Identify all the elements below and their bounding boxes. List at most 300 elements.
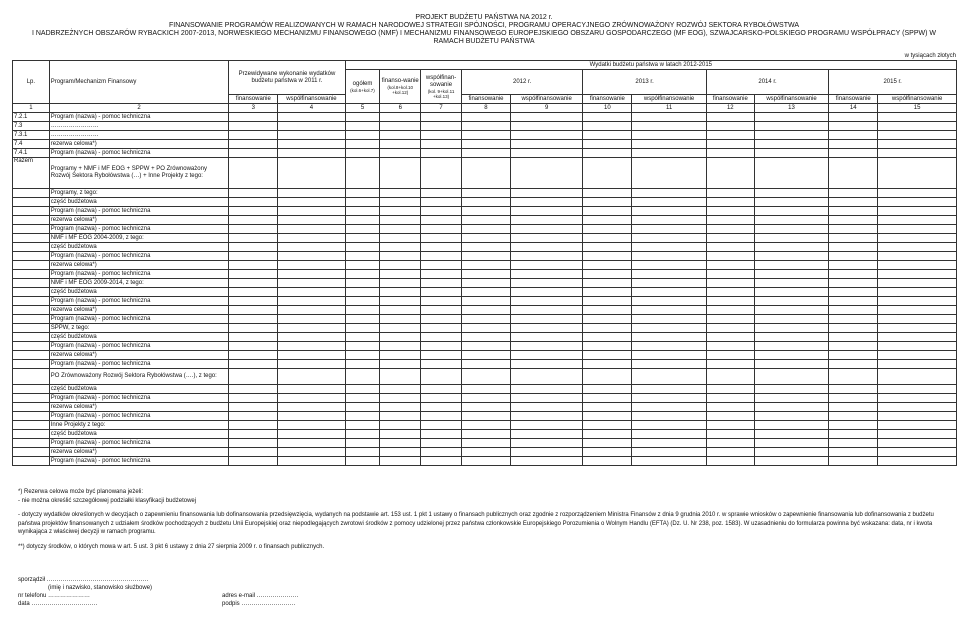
row-description: SPPW, z tego: <box>49 324 229 333</box>
value-cell <box>380 412 421 421</box>
value-cell <box>878 394 957 403</box>
value-cell <box>421 421 462 430</box>
value-cell <box>345 189 380 198</box>
value-cell <box>345 243 380 252</box>
value-cell <box>632 457 706 466</box>
value-cell <box>421 198 462 207</box>
value-cell <box>278 261 345 270</box>
value-cell <box>878 385 957 394</box>
value-cell <box>510 252 582 261</box>
value-cell <box>278 394 345 403</box>
value-cell <box>380 403 421 412</box>
value-cell <box>706 385 754 394</box>
value-cell <box>345 252 380 261</box>
value-cell <box>829 288 878 297</box>
value-cell <box>278 252 345 261</box>
row-lp <box>13 412 50 421</box>
row-lp <box>13 439 50 448</box>
value-cell <box>229 140 278 149</box>
document-header <box>0 14 968 46</box>
value-cell <box>510 243 582 252</box>
value-cell <box>583 234 632 243</box>
row-lp <box>13 297 50 306</box>
value-cell <box>632 448 706 457</box>
value-cell <box>706 360 754 369</box>
value-cell <box>380 360 421 369</box>
value-cell <box>461 131 510 140</box>
row-description: Program (nazwa) - pomoc techniczna <box>49 412 229 421</box>
value-cell <box>632 216 706 225</box>
table-row <box>13 324 957 333</box>
value-cell <box>345 448 380 457</box>
value-cell <box>421 288 462 297</box>
row-description: Program (nazwa) - pomoc techniczna <box>49 149 229 158</box>
value-cell <box>229 149 278 158</box>
value-cell <box>829 234 878 243</box>
footnote-1: *) Rezerwa celowa może być planowana jeżeli: <box>18 489 144 495</box>
value-cell <box>829 198 878 207</box>
column-number: 2 <box>49 104 229 113</box>
value-cell <box>632 131 706 140</box>
value-cell <box>461 122 510 131</box>
value-cell <box>345 439 380 448</box>
value-cell <box>754 306 828 315</box>
value-cell <box>229 306 278 315</box>
value-cell <box>632 140 706 149</box>
value-cell <box>380 243 421 252</box>
value-cell <box>510 207 582 216</box>
value-cell <box>878 216 957 225</box>
value-cell <box>878 234 957 243</box>
value-cell <box>229 216 278 225</box>
value-cell <box>421 140 462 149</box>
value-cell <box>754 430 828 439</box>
row-lp <box>13 207 50 216</box>
value-cell <box>510 225 582 234</box>
value-cell <box>461 158 510 189</box>
value-cell <box>754 412 828 421</box>
value-cell <box>754 351 828 360</box>
value-cell <box>632 207 706 216</box>
value-cell <box>278 279 345 288</box>
value-cell <box>461 430 510 439</box>
value-cell <box>461 261 510 270</box>
value-cell <box>583 412 632 421</box>
value-cell <box>278 113 345 122</box>
header-finans-note: (kol.8+kol.10 +kol.12) <box>387 85 414 95</box>
value-cell <box>345 394 380 403</box>
value-cell <box>421 113 462 122</box>
table-row <box>13 403 957 412</box>
value-cell <box>510 448 582 457</box>
value-cell <box>461 439 510 448</box>
column-number: 11 <box>632 104 706 113</box>
row-description: rezerwa celowa*) <box>49 140 229 149</box>
row-description: Programy, z tego: <box>49 189 229 198</box>
value-cell <box>229 412 278 421</box>
value-cell <box>829 448 878 457</box>
value-cell <box>754 403 828 412</box>
value-cell <box>461 198 510 207</box>
row-lp <box>13 457 50 466</box>
row-lp: 7.4.1 <box>13 149 50 158</box>
value-cell <box>510 288 582 297</box>
value-cell <box>380 189 421 198</box>
value-cell <box>421 306 462 315</box>
value-cell <box>754 149 828 158</box>
value-cell <box>706 279 754 288</box>
value-cell <box>421 457 462 466</box>
value-cell <box>754 297 828 306</box>
value-cell <box>878 225 957 234</box>
value-cell <box>706 324 754 333</box>
value-cell <box>278 149 345 158</box>
value-cell <box>754 158 828 189</box>
value-cell <box>461 113 510 122</box>
value-cell <box>345 351 380 360</box>
value-cell <box>345 198 380 207</box>
value-cell <box>829 439 878 448</box>
value-cell <box>380 149 421 158</box>
value-cell <box>229 315 278 324</box>
value-cell <box>278 385 345 394</box>
value-cell <box>510 369 582 385</box>
value-cell <box>278 198 345 207</box>
value-cell <box>632 270 706 279</box>
value-cell <box>461 270 510 279</box>
value-cell <box>345 140 380 149</box>
header-year-2014: 2014 r. <box>706 70 828 95</box>
value-cell <box>421 333 462 342</box>
value-cell <box>878 252 957 261</box>
value-cell <box>421 252 462 261</box>
value-cell <box>421 351 462 360</box>
value-cell <box>706 140 754 149</box>
value-cell <box>829 140 878 149</box>
value-cell <box>706 252 754 261</box>
value-cell <box>878 412 957 421</box>
value-cell <box>510 351 582 360</box>
value-cell <box>754 288 828 297</box>
value-cell <box>421 430 462 439</box>
value-cell <box>583 333 632 342</box>
value-cell <box>583 243 632 252</box>
table-row <box>13 243 957 252</box>
value-cell <box>829 189 878 198</box>
value-cell <box>461 369 510 385</box>
value-cell <box>583 207 632 216</box>
signature-block <box>18 576 152 608</box>
value-cell <box>878 457 957 466</box>
value-cell <box>229 252 278 261</box>
value-cell <box>706 270 754 279</box>
value-cell <box>345 131 380 140</box>
value-cell <box>878 270 957 279</box>
value-cell <box>510 297 582 306</box>
table-row <box>13 279 957 288</box>
value-cell <box>754 369 828 385</box>
table-row <box>13 385 957 394</box>
value-cell <box>345 333 380 342</box>
value-cell <box>754 140 828 149</box>
value-cell <box>229 288 278 297</box>
value-cell <box>706 448 754 457</box>
value-cell <box>878 198 957 207</box>
value-cell <box>461 225 510 234</box>
value-cell <box>229 113 278 122</box>
row-description: Program (nazwa) - pomoc techniczna <box>49 225 229 234</box>
value-cell <box>229 324 278 333</box>
value-cell <box>706 234 754 243</box>
value-cell <box>829 351 878 360</box>
value-cell <box>229 261 278 270</box>
value-cell <box>380 306 421 315</box>
value-cell <box>421 403 462 412</box>
value-cell <box>510 158 582 189</box>
value-cell <box>829 306 878 315</box>
row-description: Program (nazwa) - pomoc techniczna <box>49 342 229 351</box>
table-row <box>13 158 957 189</box>
value-cell <box>278 207 345 216</box>
value-cell <box>829 297 878 306</box>
value-cell <box>229 385 278 394</box>
value-cell <box>829 252 878 261</box>
value-cell <box>510 421 582 430</box>
data-line: data …………………………… <box>18 601 98 607</box>
column-number: 6 <box>380 104 421 113</box>
row-lp: Razem <box>13 158 50 189</box>
value-cell <box>583 385 632 394</box>
value-cell <box>632 315 706 324</box>
table-row <box>13 351 957 360</box>
table-row <box>13 421 957 430</box>
table-row <box>13 189 957 198</box>
value-cell <box>706 113 754 122</box>
column-number: 5 <box>345 104 380 113</box>
value-cell <box>278 288 345 297</box>
table-row <box>13 207 957 216</box>
value-cell <box>510 342 582 351</box>
sub-wspolfinansowanie: współfinansowanie <box>632 95 706 104</box>
sub-wspolfinansowanie: współfinansowanie <box>878 95 957 104</box>
email-line: adres e-mail ………………… <box>222 593 299 599</box>
value-cell <box>878 369 957 385</box>
value-cell <box>706 412 754 421</box>
value-cell <box>706 439 754 448</box>
row-description: Program (nazwa) - pomoc techniczna <box>49 297 229 306</box>
value-cell <box>583 198 632 207</box>
value-cell <box>583 140 632 149</box>
value-cell <box>754 243 828 252</box>
value-cell <box>878 439 957 448</box>
value-cell <box>380 113 421 122</box>
value-cell <box>229 430 278 439</box>
value-cell <box>878 207 957 216</box>
row-lp <box>13 252 50 261</box>
value-cell <box>510 430 582 439</box>
podpis-line: podpis ……………………… <box>222 601 296 607</box>
row-lp <box>13 216 50 225</box>
table-row <box>13 261 957 270</box>
row-description: rezerwa celowa*) <box>49 351 229 360</box>
table-row <box>13 297 957 306</box>
value-cell <box>510 140 582 149</box>
value-cell <box>632 360 706 369</box>
row-lp <box>13 351 50 360</box>
value-cell <box>345 225 380 234</box>
value-cell <box>229 403 278 412</box>
value-cell <box>706 131 754 140</box>
value-cell <box>380 351 421 360</box>
header-finansowanie-total <box>380 70 421 104</box>
value-cell <box>878 324 957 333</box>
value-cell <box>461 324 510 333</box>
value-cell <box>421 360 462 369</box>
row-lp <box>13 225 50 234</box>
value-cell <box>583 216 632 225</box>
value-cell <box>829 385 878 394</box>
value-cell <box>510 439 582 448</box>
value-cell <box>345 261 380 270</box>
value-cell <box>878 279 957 288</box>
value-cell <box>380 140 421 149</box>
value-cell <box>583 288 632 297</box>
column-number: 9 <box>510 104 582 113</box>
row-description: część budżetowa <box>49 385 229 394</box>
value-cell <box>632 243 706 252</box>
value-cell <box>829 122 878 131</box>
value-cell <box>829 430 878 439</box>
value-cell <box>421 122 462 131</box>
value-cell <box>829 342 878 351</box>
value-cell <box>345 288 380 297</box>
column-number: 15 <box>878 104 957 113</box>
value-cell <box>421 216 462 225</box>
value-cell <box>461 288 510 297</box>
value-cell <box>706 394 754 403</box>
value-cell <box>706 369 754 385</box>
table-row <box>13 270 957 279</box>
value-cell <box>345 324 380 333</box>
value-cell <box>278 140 345 149</box>
table-row <box>13 288 957 297</box>
value-cell <box>632 385 706 394</box>
value-cell <box>229 225 278 234</box>
value-cell <box>878 149 957 158</box>
value-cell <box>754 385 828 394</box>
value-cell <box>829 421 878 430</box>
value-cell <box>510 131 582 140</box>
value-cell <box>421 158 462 189</box>
table-row <box>13 252 957 261</box>
row-description: Program (nazwa) - pomoc techniczna <box>49 439 229 448</box>
value-cell <box>229 333 278 342</box>
value-cell <box>583 421 632 430</box>
column-number: 12 <box>706 104 754 113</box>
value-cell <box>461 234 510 243</box>
column-number: 14 <box>829 104 878 113</box>
value-cell <box>829 158 878 189</box>
value-cell <box>583 439 632 448</box>
value-cell <box>878 113 957 122</box>
value-cell <box>632 261 706 270</box>
value-cell <box>510 315 582 324</box>
value-cell <box>461 457 510 466</box>
row-lp <box>13 189 50 198</box>
header-przewidywane: Przewidywane wykonanie wydatków budżetu państwa w 2011 r. <box>229 61 345 95</box>
value-cell <box>229 207 278 216</box>
header-line-3: I NADBRZEŻNYCH OBSZARÓW RYBACKICH 2007-2013, NORWESKIEGO MECHANIZMU FINANSOWEGO (NMF) I MECHANIZMU FINANSOWEGO EUROPEJSKIEGO OBSZARU GOSPODARCZEGO (MF EOG), SZWAJCARSKO-POLSKIEGO PROGRAMU WSPÓŁPRACY (SPPW) W <box>31 30 936 37</box>
header-year-2012: 2012 r. <box>461 70 582 95</box>
value-cell <box>754 131 828 140</box>
value-cell <box>706 189 754 198</box>
value-cell <box>829 394 878 403</box>
row-description: …………………… <box>49 131 229 140</box>
value-cell <box>229 448 278 457</box>
row-lp <box>13 306 50 315</box>
value-cell <box>380 261 421 270</box>
value-cell <box>380 421 421 430</box>
value-cell <box>345 207 380 216</box>
table-row <box>13 113 957 122</box>
value-cell <box>278 448 345 457</box>
value-cell <box>278 369 345 385</box>
value-cell <box>706 216 754 225</box>
value-cell <box>229 360 278 369</box>
column-number: 7 <box>421 104 462 113</box>
value-cell <box>229 158 278 189</box>
table-row <box>13 439 957 448</box>
value-cell <box>632 279 706 288</box>
value-cell <box>878 306 957 315</box>
value-cell <box>421 412 462 421</box>
value-cell <box>706 457 754 466</box>
value-cell <box>583 252 632 261</box>
value-cell <box>380 279 421 288</box>
value-cell <box>583 189 632 198</box>
row-lp <box>13 261 50 270</box>
table-row <box>13 216 957 225</box>
value-cell <box>878 333 957 342</box>
value-cell <box>632 421 706 430</box>
value-cell <box>461 448 510 457</box>
value-cell <box>878 189 957 198</box>
value-cell <box>510 122 582 131</box>
table-row <box>13 412 957 421</box>
value-cell <box>510 216 582 225</box>
sporzadzil-caption: (imię i nazwisko, stanowisko służbowe) <box>48 585 153 591</box>
header-line-4: RAMACH BUDŻETU PAŃSTWA <box>433 38 535 45</box>
value-cell <box>706 342 754 351</box>
value-cell <box>421 207 462 216</box>
value-cell <box>278 360 345 369</box>
value-cell <box>278 342 345 351</box>
value-cell <box>706 403 754 412</box>
table-row <box>13 306 957 315</box>
header-line-1: PROJEKT BUDŻETU PAŃSTWA NA 2012 r. <box>415 14 553 21</box>
row-description: rezerwa celowa*) <box>49 261 229 270</box>
value-cell <box>278 234 345 243</box>
value-cell <box>461 243 510 252</box>
header-ogolem-note: (kol.6+kol.7) <box>350 87 375 93</box>
value-cell <box>345 369 380 385</box>
value-cell <box>829 324 878 333</box>
value-cell <box>278 189 345 198</box>
sub-wspolfinansowanie: współfinansowanie <box>278 95 345 104</box>
value-cell <box>278 225 345 234</box>
value-cell <box>754 457 828 466</box>
value-cell <box>754 252 828 261</box>
